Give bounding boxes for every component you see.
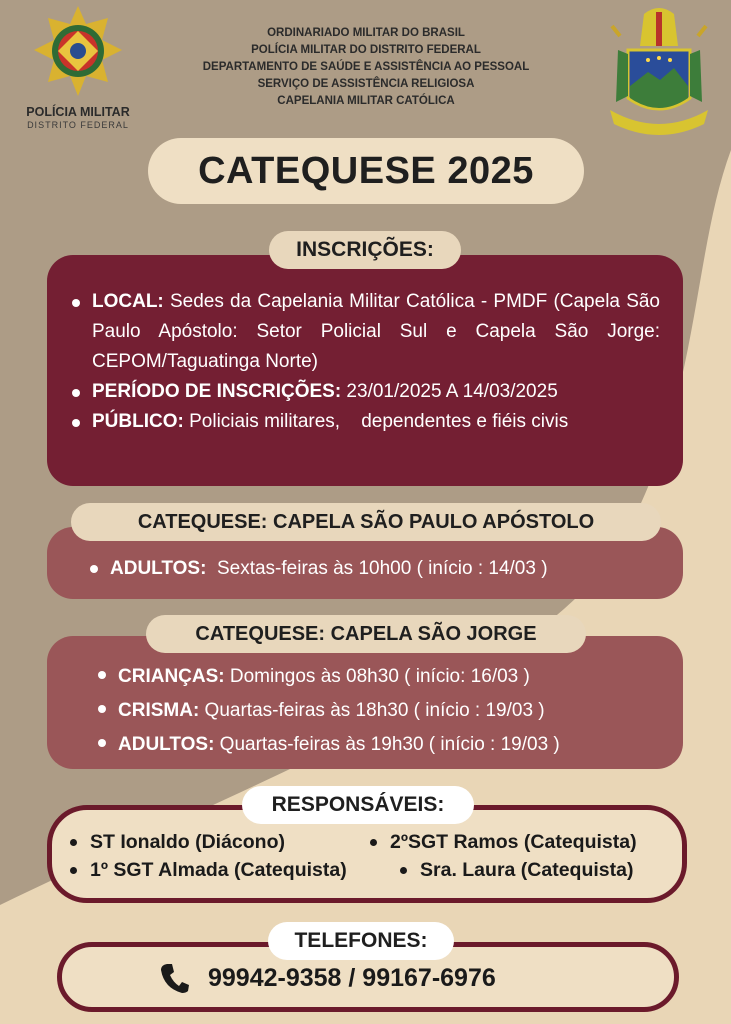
person-item: 1º SGT Almada (Catequista) — [68, 856, 347, 884]
capela-paulo-heading: CATEQUESE: CAPELA SÃO PAULO APÓSTOLO — [71, 503, 661, 541]
list-item — [84, 554, 548, 584]
capela-jorge-list — [92, 660, 560, 762]
phone-icon — [160, 962, 190, 994]
inscricoes-list — [66, 287, 660, 437]
item-text: Quartas-feiras às 19h30 ( início : 19/03 ) — [214, 734, 560, 755]
coat-of-arms-logo — [600, 6, 718, 138]
list-item — [92, 728, 560, 762]
telefones-heading: TELEFONES: — [268, 922, 454, 960]
item-label: PÚBLICO: — [92, 411, 184, 432]
inscricoes-heading: INSCRIÇÕES: — [269, 231, 461, 269]
item-label: CRISMA: — [118, 700, 200, 721]
item-text: Domingos às 08h30 ( início: 16/03 ) — [224, 666, 530, 687]
pmdf-logo — [18, 4, 138, 132]
item-label: ADULTOS: — [110, 558, 207, 579]
list-item — [66, 377, 660, 407]
phone-numbers: 99942-9358 / 99167-6976 — [208, 963, 496, 992]
item-text: Sedes da Capelania Militar Católica - PMDF (Capela São Paulo Apóstolo: Setor Policial Sul e Capela São Jorge: CEPOM/Taguatinga Norte) — [92, 291, 660, 372]
item-label: CRIANÇAS: — [118, 666, 225, 687]
list-item — [66, 407, 660, 437]
header-line: SERVIÇO DE ASSISTÊNCIA RELIGIOSA — [257, 78, 475, 90]
person-item: 2ºSGT Ramos (Catequista) — [368, 828, 637, 856]
page-title: CATEQUESE 2025 — [148, 138, 584, 204]
item-text: 23/01/2025 A 14/03/2025 — [341, 381, 558, 402]
header-line: ORDINARIADO MILITAR DO BRASIL — [267, 27, 465, 39]
person-item: ST Ionaldo (Diácono) — [68, 828, 285, 856]
logo-title: POLÍCIA MILITAR — [26, 105, 130, 119]
item-text: Policiais militares, dependentes e fiéis civis — [183, 411, 569, 432]
capela-paulo-list — [84, 554, 548, 584]
institution-header — [150, 25, 582, 110]
header-line: CAPELANIA MILITAR CATÓLICA — [277, 95, 455, 107]
item-label: ADULTOS: — [118, 734, 215, 755]
responsaveis-heading: RESPONSÁVEIS: — [242, 786, 474, 824]
header-line: DEPARTAMENTO DE SAÚDE E ASSISTÊNCIA AO PESSOAL — [202, 61, 530, 73]
header-line: POLÍCIA MILITAR DO DISTRITO FEDERAL — [251, 44, 481, 56]
responsaveis-list — [68, 828, 680, 884]
item-text: Sextas-feiras às 10h00 ( início : 14/03 ) — [206, 558, 548, 579]
list-item — [66, 287, 660, 377]
person-item: Sra. Laura (Catequista) — [398, 856, 633, 884]
capela-jorge-heading: CATEQUESE: CAPELA SÃO JORGE — [146, 615, 586, 653]
list-item — [92, 660, 560, 694]
item-label: LOCAL: — [92, 291, 164, 312]
item-text: Quartas-feiras às 18h30 ( início : 19/03 ) — [199, 700, 545, 721]
item-label: PERÍODO DE INSCRIÇÕES: — [92, 381, 342, 402]
list-item — [92, 694, 560, 728]
logo-subtitle: DISTRITO FEDERAL — [27, 120, 129, 130]
phone-row — [160, 958, 496, 998]
